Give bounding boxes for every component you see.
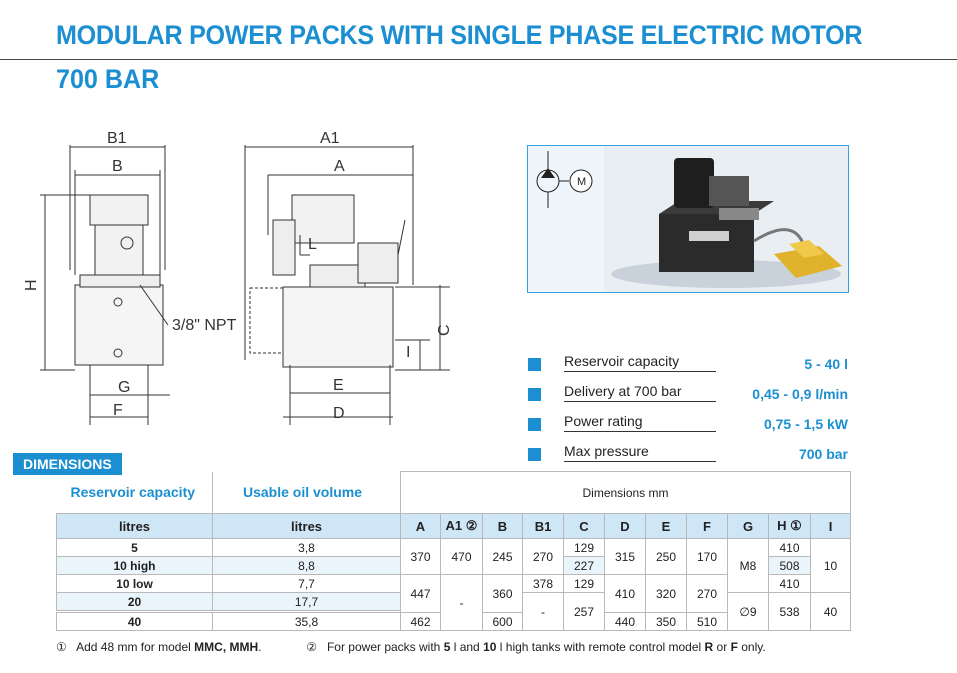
cell-value: 129	[564, 539, 605, 557]
spec-value: 0,45 - 0,9 l/min	[752, 386, 848, 402]
cell-value: 270	[523, 539, 564, 575]
label-a: A	[334, 158, 345, 175]
col-letter: G	[728, 514, 769, 539]
spec-row	[528, 383, 848, 413]
col-letter: D	[605, 514, 646, 539]
label-a1: A1	[320, 130, 340, 147]
label-h: H	[23, 279, 40, 291]
cell-value: 10	[811, 539, 851, 593]
bullet-square-icon	[528, 448, 541, 461]
label-e: E	[333, 377, 344, 394]
col-letter: H ①	[769, 514, 811, 539]
cell-oil: 8,8	[213, 557, 401, 575]
spec-value: 700 bar	[798, 446, 848, 462]
col-letter: C	[564, 514, 605, 539]
cell-value: 410	[769, 575, 811, 593]
footnote-text: Add 48 mm for model	[76, 640, 195, 654]
col-letter: A	[401, 514, 441, 539]
cell-value: -	[441, 575, 483, 631]
col-letter: E	[646, 514, 687, 539]
technical-drawing	[0, 125, 470, 425]
col-letter: B	[483, 514, 523, 539]
footnote-bold: F	[730, 640, 738, 654]
cell-value: 129	[564, 575, 605, 593]
bullet-square-icon	[528, 358, 541, 371]
label-l: L	[308, 236, 317, 253]
spec-row	[528, 413, 848, 443]
footnote-text: For power packs with	[326, 640, 444, 654]
footnote-bold: R	[704, 640, 714, 654]
cell-value: 600	[483, 613, 523, 631]
footnote-1	[56, 640, 265, 654]
page-subtitle: 700 BAR	[56, 64, 160, 94]
footnote-bold: 10	[483, 640, 497, 654]
cell-capacity: 5	[57, 539, 213, 557]
cell-oil: 17,7	[213, 593, 401, 611]
spec-label: Delivery at 700 bar	[564, 383, 716, 402]
power-pack-photo	[604, 146, 848, 292]
col-letter: I	[811, 514, 851, 539]
footnote-text: .	[258, 640, 262, 654]
cell-value: M8	[728, 539, 769, 593]
cell-value: 378	[523, 575, 564, 593]
cell-value: 508	[769, 557, 811, 575]
cell-value: 257	[564, 593, 605, 631]
bullet-square-icon	[528, 418, 541, 431]
cell-value: 510	[687, 613, 728, 631]
cell-value: 40	[811, 593, 851, 631]
cell-value: 320	[646, 575, 687, 613]
motor-symbol-label: M	[577, 176, 587, 188]
cell-oil: 7,7	[213, 575, 401, 593]
footnote-2	[306, 640, 766, 654]
cell-oil: 35,8	[213, 613, 401, 631]
cell-capacity: 20	[57, 593, 213, 611]
label-g: G	[118, 379, 131, 396]
product-image-frame	[527, 145, 849, 293]
cell-value: 270	[687, 575, 728, 613]
cell-value: ∅9	[728, 593, 769, 631]
spec-value: 0,75 - 1,5 kW	[763, 416, 848, 432]
dimensions-tag: DIMENSIONS	[13, 453, 122, 475]
dimensions-table	[56, 471, 851, 631]
cell-value: 250	[646, 539, 687, 575]
spec-label: Power rating	[564, 413, 716, 432]
label-c: C	[436, 324, 453, 336]
cell-value: 245	[483, 539, 523, 575]
cell-value: 470	[441, 539, 483, 575]
footnote-text: or	[713, 640, 731, 654]
cell-capacity: 10 high	[57, 557, 213, 575]
header-usable: Usable oil volume	[213, 472, 401, 514]
footnote-mark: ①	[56, 640, 67, 654]
label-d: D	[333, 405, 345, 422]
cell-value: 315	[605, 539, 646, 575]
cell-value: 410	[769, 539, 811, 557]
cell-capacity: 40	[57, 613, 213, 631]
cell-value: 538	[769, 593, 811, 631]
cell-value: 350	[646, 613, 687, 631]
footnote-text: only.	[737, 640, 766, 654]
unit-usable: litres	[213, 514, 401, 539]
footnote-mark: ②	[306, 640, 317, 654]
label-i: I	[406, 344, 411, 361]
header-dims: Dimensions mm	[401, 472, 851, 514]
cell-value: 360	[483, 575, 523, 613]
hydraulic-pump-symbol-icon	[528, 146, 604, 216]
table-row	[57, 539, 851, 557]
spec-row	[528, 353, 848, 383]
cell-value: 410	[605, 575, 646, 613]
footnote-bold: 5	[443, 640, 451, 654]
cell-value: 170	[687, 539, 728, 575]
title-divider	[0, 59, 957, 60]
cell-value: 447	[401, 575, 441, 613]
page-title: MODULAR POWER PACKS WITH SINGLE PHASE ELECTRIC MOTOR	[56, 20, 863, 50]
header-reservoir: Reservoir capacity	[57, 472, 213, 514]
col-letter: B1	[523, 514, 564, 539]
cell-oil: 3,8	[213, 539, 401, 557]
cell-value: 227	[564, 557, 605, 575]
spec-value: 5 - 40 l	[804, 356, 848, 372]
bullet-square-icon	[528, 388, 541, 401]
col-letter: F	[687, 514, 728, 539]
unit-reservoir: litres	[57, 514, 213, 539]
footnote-bold: MMC, MMH	[194, 640, 259, 654]
label-b1: B1	[107, 130, 127, 147]
spec-list	[528, 353, 848, 473]
label-npt: 3/8" NPT	[172, 317, 237, 334]
spec-label: Reservoir capacity	[564, 353, 716, 372]
footnote-text: l high tanks with remote control model	[496, 640, 705, 654]
col-letter: A1 ②	[441, 514, 483, 539]
footnotes	[56, 640, 766, 654]
spec-row	[528, 443, 848, 473]
label-b: B	[112, 158, 123, 175]
table-subheader-row	[57, 514, 851, 539]
label-f: F	[113, 402, 123, 419]
footnote-text: l and	[450, 640, 484, 654]
cell-value: 370	[401, 539, 441, 575]
cell-value: 440	[605, 613, 646, 631]
cell-capacity: 10 low	[57, 575, 213, 593]
cell-value: 462	[401, 613, 441, 631]
spec-label: Max pressure	[564, 443, 716, 462]
table-header-row	[57, 472, 851, 514]
cell-value: -	[523, 593, 564, 631]
